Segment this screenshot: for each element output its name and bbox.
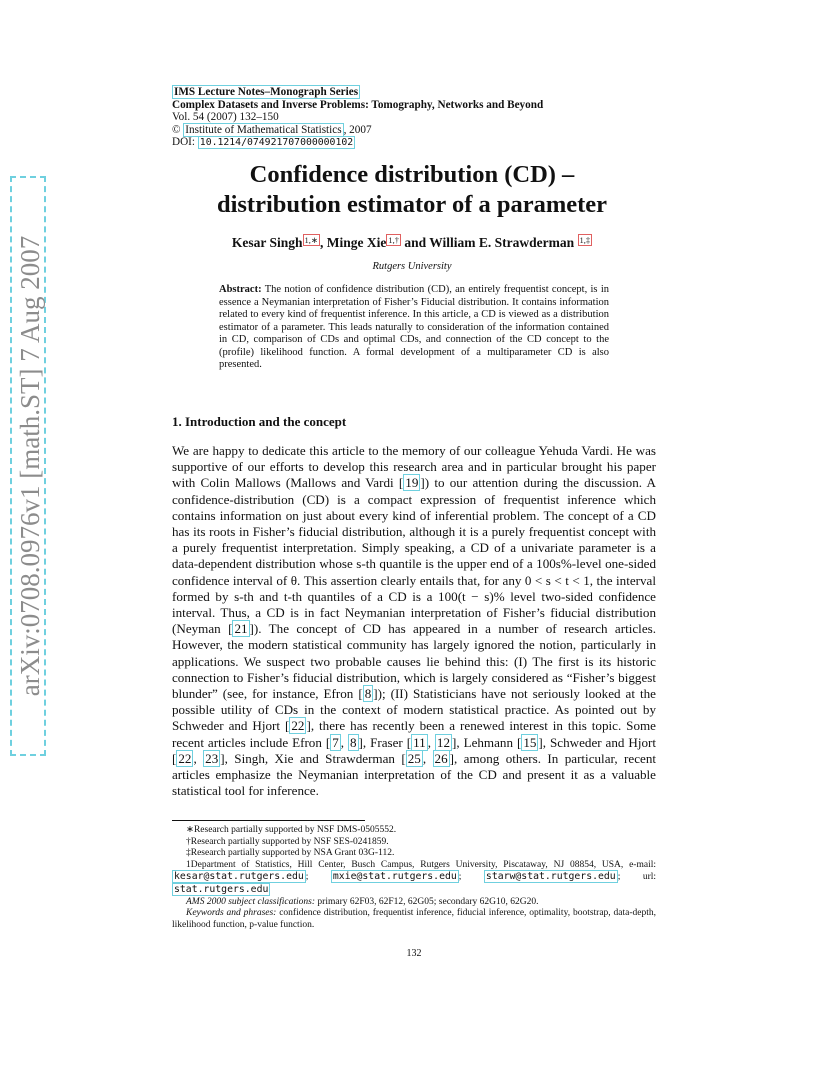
doi-link[interactable]: 10.1214/074921707000000102 bbox=[199, 137, 354, 149]
paper-title bbox=[120, 160, 704, 220]
citation-link[interactable]: 25 bbox=[407, 750, 421, 766]
abstract-text: The notion of confidence distribution (CD), an entirely frequentist concept, is in essence a Neymanian interpretation of Fisher’s Fiducial distribution. It contains information related to every kind of frequentist inference. In this article, a CD is viewed as a distribution estimator of a parameter. This leads naturally to consideration of the information contained in CD, comparison of CDs and optimal CDs, and connection of the CD concept to the (profile) likelihood function. A formal development of a multiparameter CD is also presented. bbox=[219, 284, 609, 371]
keywords-text: confidence distribution, frequentist inference, fiducial inference, optimality, bootstrap, data-depth, likelihood function, p-value function. bbox=[172, 908, 656, 930]
ams-classification bbox=[172, 897, 656, 909]
footnote-address: 1Department of Statistics, Hill Center, Busch Campus, Rutgers University, Piscataway, NJ 08854, USA, e-mail: kesar@stat.rutgers.edu ; mxie@stat.rutgers.edu ; starw@stat.rutgers.edu ; url: stat.rutgers.edu bbox=[174, 859, 657, 895]
address-text: 1Department of Statistics, Hill Center, Busch Campus, Rutgers University, Piscataway, NJ 08854, USA, e-mail: bbox=[186, 859, 656, 870]
author-3-footnote-link[interactable]: 1,‡ bbox=[579, 235, 591, 245]
copyright-symbol: © bbox=[172, 123, 181, 136]
doi-line bbox=[172, 136, 652, 150]
citation-link[interactable]: 23 bbox=[205, 750, 219, 766]
affiliation: Rutgers University bbox=[372, 261, 452, 272]
citation-link[interactable]: 15 bbox=[523, 734, 537, 750]
keywords-label: Keywords and phrases: bbox=[186, 908, 277, 919]
author-3: and William E. Strawderman bbox=[401, 235, 575, 250]
citation-link[interactable]: 8 bbox=[349, 734, 357, 750]
citation-link[interactable]: 11 bbox=[413, 734, 426, 750]
author-2: , Minge Xie bbox=[320, 235, 387, 250]
series-link[interactable]: IMS Lecture Notes–Monograph Series bbox=[174, 86, 359, 98]
body-segment: , Lehmann bbox=[456, 734, 517, 750]
body-segment: , Singh, Xie and Strawderman bbox=[224, 750, 402, 766]
citation-link[interactable]: 22 bbox=[178, 750, 192, 766]
citation-link[interactable]: 7 bbox=[332, 734, 339, 750]
citation-link[interactable]: 21 bbox=[234, 621, 248, 637]
email-link[interactable]: mxie@stat.rutgers.edu bbox=[332, 871, 457, 883]
keywords bbox=[172, 908, 656, 931]
url-label: url: bbox=[642, 872, 657, 883]
title-line-2: distribution estimator of a parameter bbox=[216, 191, 608, 218]
citation-link[interactable]: 19 bbox=[405, 475, 419, 491]
body-segment: , there has recently been a renewed interest in this topic. Some recent articles include Efron bbox=[172, 718, 656, 750]
volume-info: Vol. 54 (2007) 132–150 bbox=[172, 111, 279, 124]
body-segment: ) to our attention during the discussion. A confidence-distribution (CD) is a compact expression of frequentist inference which contains information on just about every kind of inferential problem. The concept of a CD has its roots in Fisher’s fiducial distribution, although it is a purely frequentist concept with a purely frequentist interpretation. Simply speaking, a CD of a univariate parameter is a data-dependent distribution whose s-th quantile is the upper end of a 100s%-level one-sided confidence interval of θ. This assertion clearly entails that, for any 0 < s < t < 1, the interval formed by s-th and t-th quantiles of a CD is a 100(t − s)% level two-sided confidence interval. Thus, a CD is in fact Neymanian interpretation of Fisher’s fiducial distribution (Neyman bbox=[172, 475, 656, 637]
volume-title: Complex Datasets and Inverse Problems: Tomography, Networks and Beyond bbox=[172, 98, 544, 111]
body-segment: , among others. In particular, recent articles emphasize the Neymanian interpretation of the CD and present it as a valuable statistical tool for inference. bbox=[172, 750, 657, 799]
copyright-year: , 2007 bbox=[343, 123, 372, 136]
footnote: ∗Research partially supported by NSF DMS-0505552. bbox=[186, 825, 397, 835]
author-1-footnote-link[interactable]: 1,∗ bbox=[304, 235, 318, 245]
institute-link[interactable]: Institute of Mathematical Statistics bbox=[185, 123, 342, 136]
body-segment: , Schweder and Hjort bbox=[542, 734, 657, 750]
citation-link[interactable]: 8 bbox=[364, 686, 372, 702]
journal-header bbox=[172, 86, 652, 150]
email-link[interactable]: starw@stat.rutgers.edu bbox=[485, 871, 616, 883]
arxiv-stamp: arXiv:0708.0976v1 [math.ST] 7 Aug 2007 bbox=[10, 176, 46, 756]
citation-link[interactable]: 26 bbox=[434, 750, 448, 766]
abstract bbox=[219, 284, 609, 372]
citation-link[interactable]: 12 bbox=[436, 734, 450, 750]
body-segment: ). The concept of CD has appeared in a number of research articles. However, the modern statistical community has largely ignored the notion, particularly in applications. We suspect two probable causes lie behind this: (I) The first is its historic connection to Fisher’s fiducial distribution, which is largely considered as “Fisher’s biggest blunder” (see, for instance, Efron bbox=[172, 621, 656, 702]
page-number: 132 bbox=[406, 948, 422, 959]
footnote-rule bbox=[172, 820, 365, 821]
author-1: Kesar Singh bbox=[231, 235, 303, 250]
section-heading: 1. Introduction and the concept bbox=[172, 414, 347, 429]
footnotes bbox=[172, 825, 656, 931]
author-list bbox=[120, 235, 704, 251]
body-segment: , Fraser bbox=[362, 734, 407, 750]
url-link[interactable]: stat.rutgers.edu bbox=[174, 883, 269, 895]
body-text: We are happy to dedicate this article to the memory of our colleague Yehuda Vardi. He was supportive of our efforts to develop this research area and in particular brought his paper with Colin Mallows (Mallows and Vardi [ 19 ]) to our attention during the discussion. A confidence-distribution (CD) is a compact expression of frequentist inference which contains information on just about every kind of inferential problem. The concept of a CD has its roots in Fisher’s fiducial distribution, although it is a purely frequentist concept with a purely frequentist interpretation. Simply speaking, a CD of a univariate parameter is a data-dependent distribution whose s-th quantile is the upper end of a 100s%-level one-sided confidence interval of θ. This assertion clearly entails that, for any 0 < s < t < 1, the interval formed by s-th and t-th quantiles of a CD is a 100(t − s)% level two-sided confidence interval. Thus, a CD is in fact Neymanian interpretation of Fisher’s fiducial distribution (Neyman [ 21 ]). The concept of CD has appeared in a number of research articles. However, the modern statistical community has largely ignored the notion, particularly in applications. We suspect two probable causes lie behind this: (I) The first is its historic connection to Fisher’s fiducial distribution, which is largely considered as “Fisher’s biggest blunder” (see, for instance, Efron [ 8 ]); (II) Statisticians have not seriously looked at the possible utility of CDs in the context of modern statistical practice. As pointed out by Schweder and Hjort [ 22 ], there has recently been a renewed interest in this topic. Some recent articles include Efron [ 7 , 8 ], Fraser [ 11 , 12 ], Lehmann [ 15 ], Schweder and Hjort [ 22 , 23 ], Singh, Xie and Strawderman [ 25 , 26 ], among others. In particular, recent articles emphasize the Neymanian interpretation of the CD and present it as a valuable statistical tool for inference. bbox=[172, 443, 657, 799]
author-2-footnote-link[interactable]: 1,† bbox=[388, 235, 399, 245]
footnote: †Research partially supported by NSF SES-0241859. bbox=[186, 836, 389, 847]
title-line-1: Confidence distribution (CD) – bbox=[249, 161, 575, 188]
doi-label: DOI: bbox=[172, 136, 195, 149]
citation-link[interactable]: 22 bbox=[291, 718, 305, 734]
ams-text: primary 62F03, 62F12, 62G05; secondary 62G10, 62G20. bbox=[315, 896, 539, 907]
body-segment: We are happy to dedicate this article to the memory of our colleague Yehuda Vardi. He was supportive of our efforts to develop this research area and in particular brought his paper with Colin Mallows (Mallows and Vardi bbox=[172, 443, 656, 491]
body-segment: ); (II) Statisticians have not seriously looked at the possible utility of CDs in the context of modern statistical practice. As pointed out by Schweder and Hjort bbox=[172, 686, 656, 734]
abstract-label: Abstract: bbox=[219, 284, 262, 295]
email-link[interactable]: kesar@stat.rutgers.edu bbox=[174, 871, 304, 883]
copyright-line bbox=[172, 124, 652, 137]
ams-label: AMS 2000 subject classifications: bbox=[186, 896, 316, 907]
footnote: ‡Research partially supported by NSA Grant 03G-112. bbox=[186, 848, 395, 859]
